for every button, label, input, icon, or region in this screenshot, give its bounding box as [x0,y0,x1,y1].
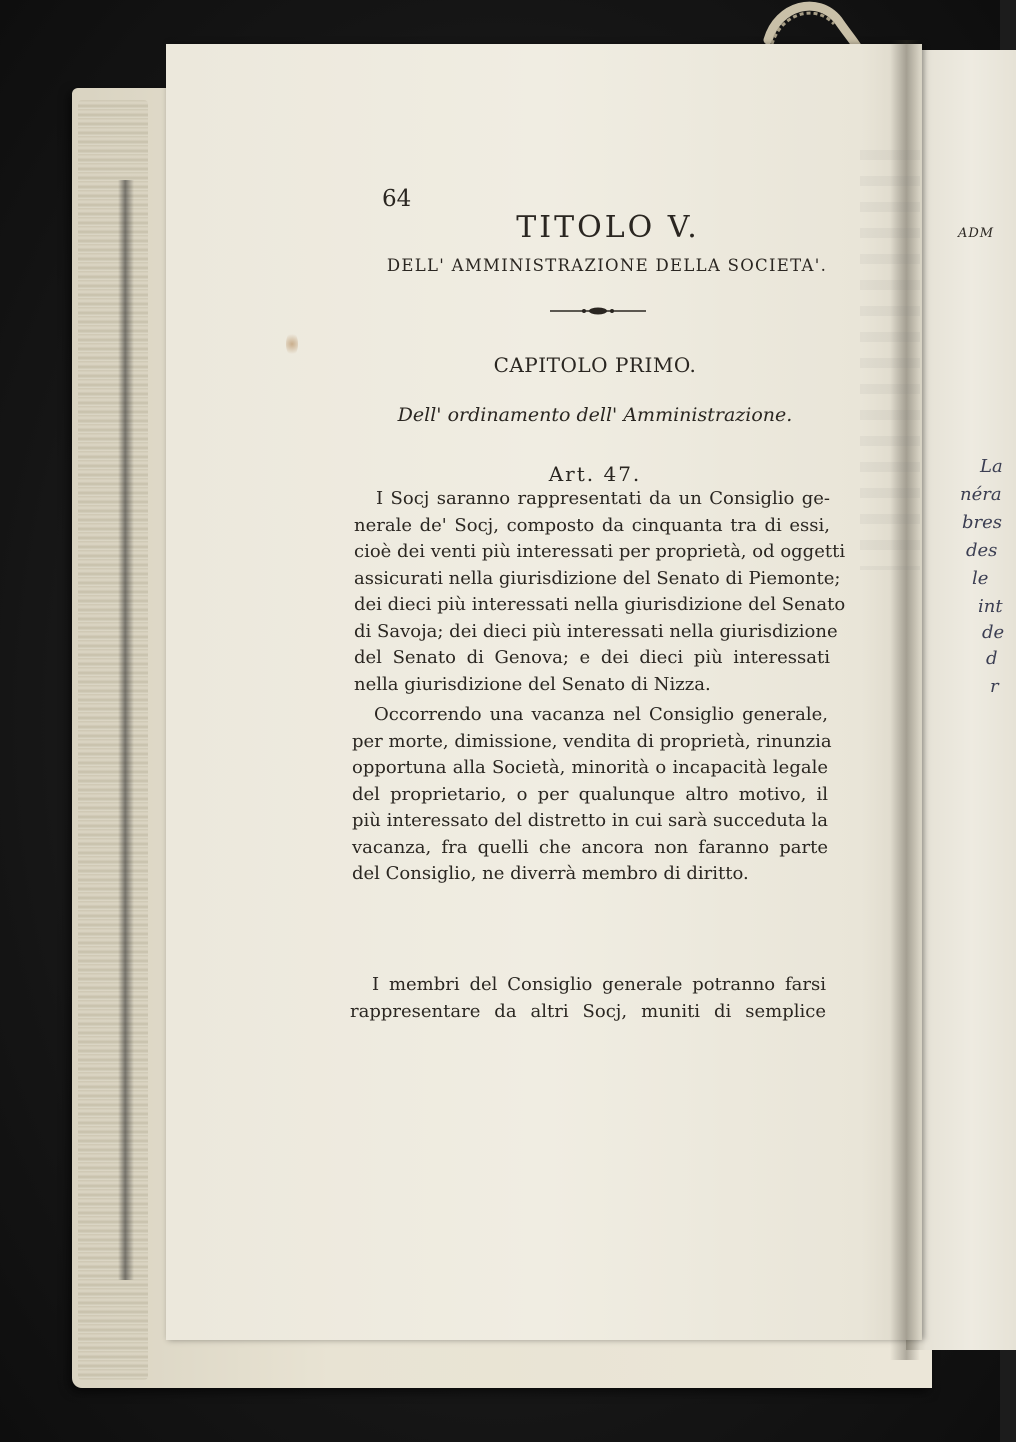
chapter-heading: CAPITOLO PRIMO. [493,353,697,377]
paragraph-1 [354,486,846,698]
article-number: Art. 47. [548,462,642,486]
text-line: I membri del Consiglio generale potranno farsi [372,974,826,995]
page-number: 64 [382,186,412,212]
ornament-rule [548,304,648,318]
text-line: cioè dei venti più interessati per proprietà, od oggetti [354,541,846,562]
text-line: del proprietario, o per qualunque altro motivo, il [352,783,828,805]
chapter-subheading: Dell' ordinamento dell' Amministrazione. [397,404,793,426]
foxing-stain [286,332,298,356]
title-heading: TITOLO V. [516,210,700,245]
facing-page [906,50,1016,1350]
text-line: per morte, dimissione, vendita di proprietà, rinunzia [352,730,832,752]
title-subheading: DELL' AMMINISTRAZIONE DELLA SOCIETA'. [386,256,828,275]
facing-page-fragment: des [966,540,998,561]
paragraph-3 [350,972,826,1025]
facing-page-fragment: r [990,676,999,697]
facing-page-fragment: de [982,622,1005,643]
text-line: assicurati nella giurisdizione del Senato di Piemonte; [354,567,841,589]
text-line: più interessato del distretto in cui sarà succeduta la [352,810,828,831]
text-line: nella giurisdizione del Senato di Nizza. [354,673,711,695]
text-line: nerale de' Socj, composto da cinquanta tra di essi, [354,514,830,536]
text-line: del Consiglio, ne diverrà membro di diritto. [352,863,749,884]
facing-page-fragment: bres [962,512,1003,533]
text-line: vacanza, fra quelli che ancora non faranno parte [352,836,828,858]
facing-page-fragment: néra [960,484,1002,505]
facing-page-fragment: La [980,456,1003,477]
text-line: dei dieci più interessati nella giurisdizione del Senato [354,594,846,615]
facing-page-fragment: d [986,648,998,669]
page-block-shadow [118,180,134,1280]
text-line: I Socj saranno rappresentati da un Consiglio ge- [376,488,830,509]
text-line: di Savoja; dei dieci più interessati nella giurisdizione [354,620,838,642]
text-line: opportuna alla Società, minorità o incapacità legale [352,757,828,778]
show-through-text [860,150,920,570]
text-line: Occorrendo una vacanza nel Consiglio generale, [374,704,828,725]
text-line: del Senato di Genova; e dei dieci più interessati [354,647,830,668]
page-block-layers [78,100,148,1380]
facing-page-fragment: le [972,568,989,589]
facing-page-fragment: int [978,596,1003,617]
paragraph-2 [352,702,832,888]
text-line: rappresentare da altri Socj, muniti di semplice [350,1000,826,1022]
facing-page-header: ADM [958,226,995,241]
